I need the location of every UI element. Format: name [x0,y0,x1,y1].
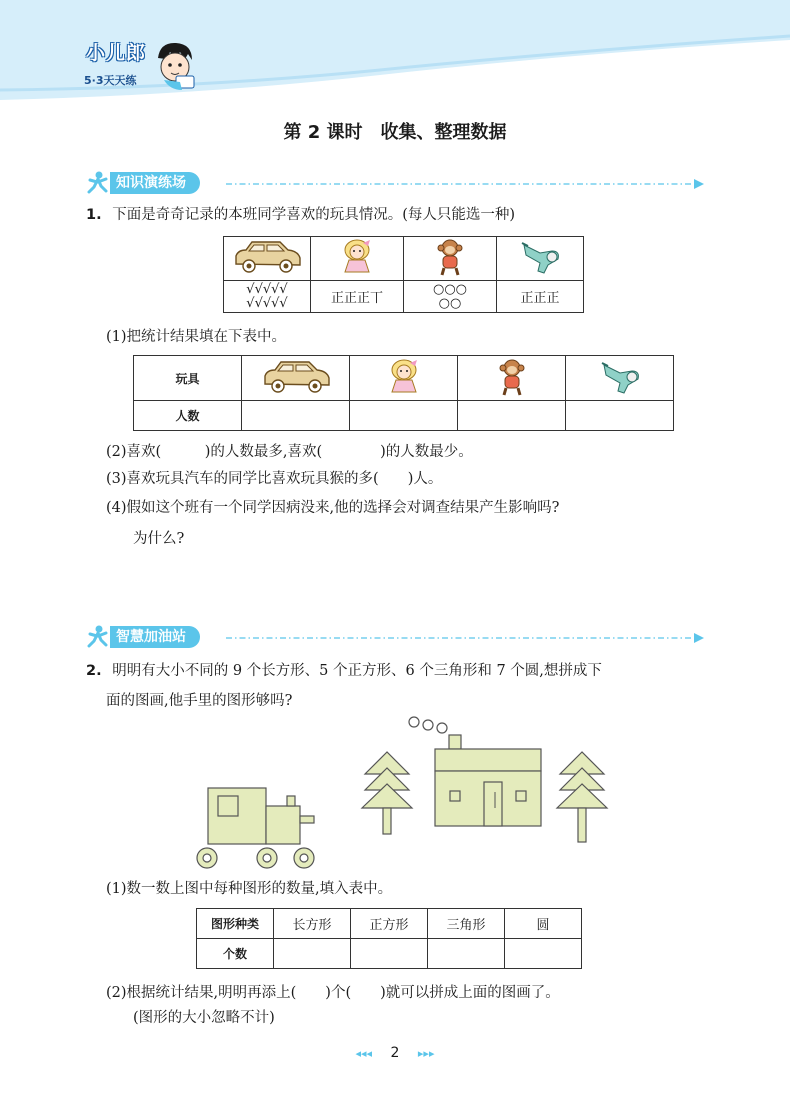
question-2 [86,660,726,682]
record-cell: 正正正 [497,281,584,313]
logo-title: 小儿郎 [86,42,147,64]
question-1-part-1: (1)把统计结果填在下表中。 [106,329,287,345]
record-cell: 正正正丅 [311,281,404,313]
record-cell: √√√√√ √√√√√ [224,281,311,313]
toy-monkey-icon [430,237,470,277]
logo-subtitle: 5·3天天练 [84,74,137,87]
answer-table-shapes [196,908,582,969]
question-2-part-1: (1)数一数上图中每种图形的数量,填入表中。 [106,881,393,897]
col-header-square: 正方形 [351,909,428,939]
toy-monkey-cell [458,356,566,401]
runner-icon [86,170,110,196]
dashed-arrow [226,632,706,644]
question-text: 下面是奇奇记录的本班同学喜欢的玩具情况。(每人只能选一种) [112,207,516,223]
record-table [223,236,584,313]
toy-car-icon [230,238,304,276]
toy-monkey-cell [404,237,497,281]
col-header-circle: 圆 [505,909,582,939]
shapes-picture [190,712,630,874]
answer-cell[interactable] [428,939,505,969]
question-2-part-2-note: (图形的大小忽略不计) [133,1010,275,1026]
tree-left [362,752,412,834]
row-label-toy: 玩具 [134,356,242,401]
section-label: 智慧加油站 [110,626,200,648]
page-number-footer [0,1045,790,1061]
answer-cell[interactable] [505,939,582,969]
toy-car-cell [242,356,350,401]
answer-cell[interactable] [566,401,674,431]
house-figure [435,735,541,826]
question-number: 1. [86,207,102,223]
answer-cell[interactable] [351,939,428,969]
runner-icon [86,624,110,650]
answer-cell[interactable] [274,939,351,969]
answer-cell[interactable] [242,401,350,431]
toy-doll-icon [337,237,377,277]
section-bar-knowledge [86,172,706,196]
section-bar-wisdom [86,626,706,650]
question-2-part-2: (2)根据统计结果,明明再添上( )个( )就可以拼成上面的图画了。 [106,985,560,1001]
truck-figure [197,788,314,868]
page-title: 第 2 课时 收集、整理数据 [283,122,507,143]
question-2-cont: 面的图画,他手里的图形够吗? [106,693,293,709]
row-label-count: 人数 [134,401,242,431]
page-number: 2 [390,1045,400,1061]
question-text: 明明有大小不同的 9 个长方形、5 个正方形、6 个三角形和 7 个圆,想拼成下 [112,663,602,679]
col-header-triangle: 三角形 [428,909,505,939]
answer-cell[interactable] [458,401,566,431]
section-label: 知识演练场 [110,172,200,194]
toy-watergun-icon [598,357,642,397]
question-1-part-4-cont: 为什么? [133,531,185,547]
tree-right [557,752,607,842]
question-1-part-2: (2)喜欢( )的人数最多,喜欢( )的人数最少。 [106,444,473,460]
toy-watergun-cell [497,237,584,281]
question-1-part-3: (3)喜欢玩具汽车的同学比喜欢玩具猴的多( )人。 [106,471,443,487]
answer-cell[interactable] [350,401,458,431]
row-label-count: 个数 [197,939,274,969]
toy-doll-cell [311,237,404,281]
question-1-part-4: (4)假如这个班有一个同学因病没来,他的选择会对调查结果产生影响吗? [106,500,560,516]
col-header-rectangle: 长方形 [274,909,351,939]
toy-doll-icon [384,357,424,397]
question-number: 2. [86,663,102,679]
right-arrows-icon: ▸▸▸ [417,1047,435,1060]
answer-table-toys [133,355,674,431]
toy-car-cell [224,237,311,281]
boy-mascot-icon [152,40,198,92]
dashed-arrow [226,178,706,190]
toy-watergun-cell [566,356,674,401]
left-arrows-icon: ◂◂◂ [355,1047,373,1060]
question-1 [86,204,706,226]
toy-monkey-icon [492,357,532,397]
record-cell: ○○○ ○○ [404,281,497,313]
toy-watergun-icon [518,237,562,277]
col-header-shape-type: 图形种类 [197,909,274,939]
toy-car-icon [259,358,333,396]
toy-doll-cell [350,356,458,401]
